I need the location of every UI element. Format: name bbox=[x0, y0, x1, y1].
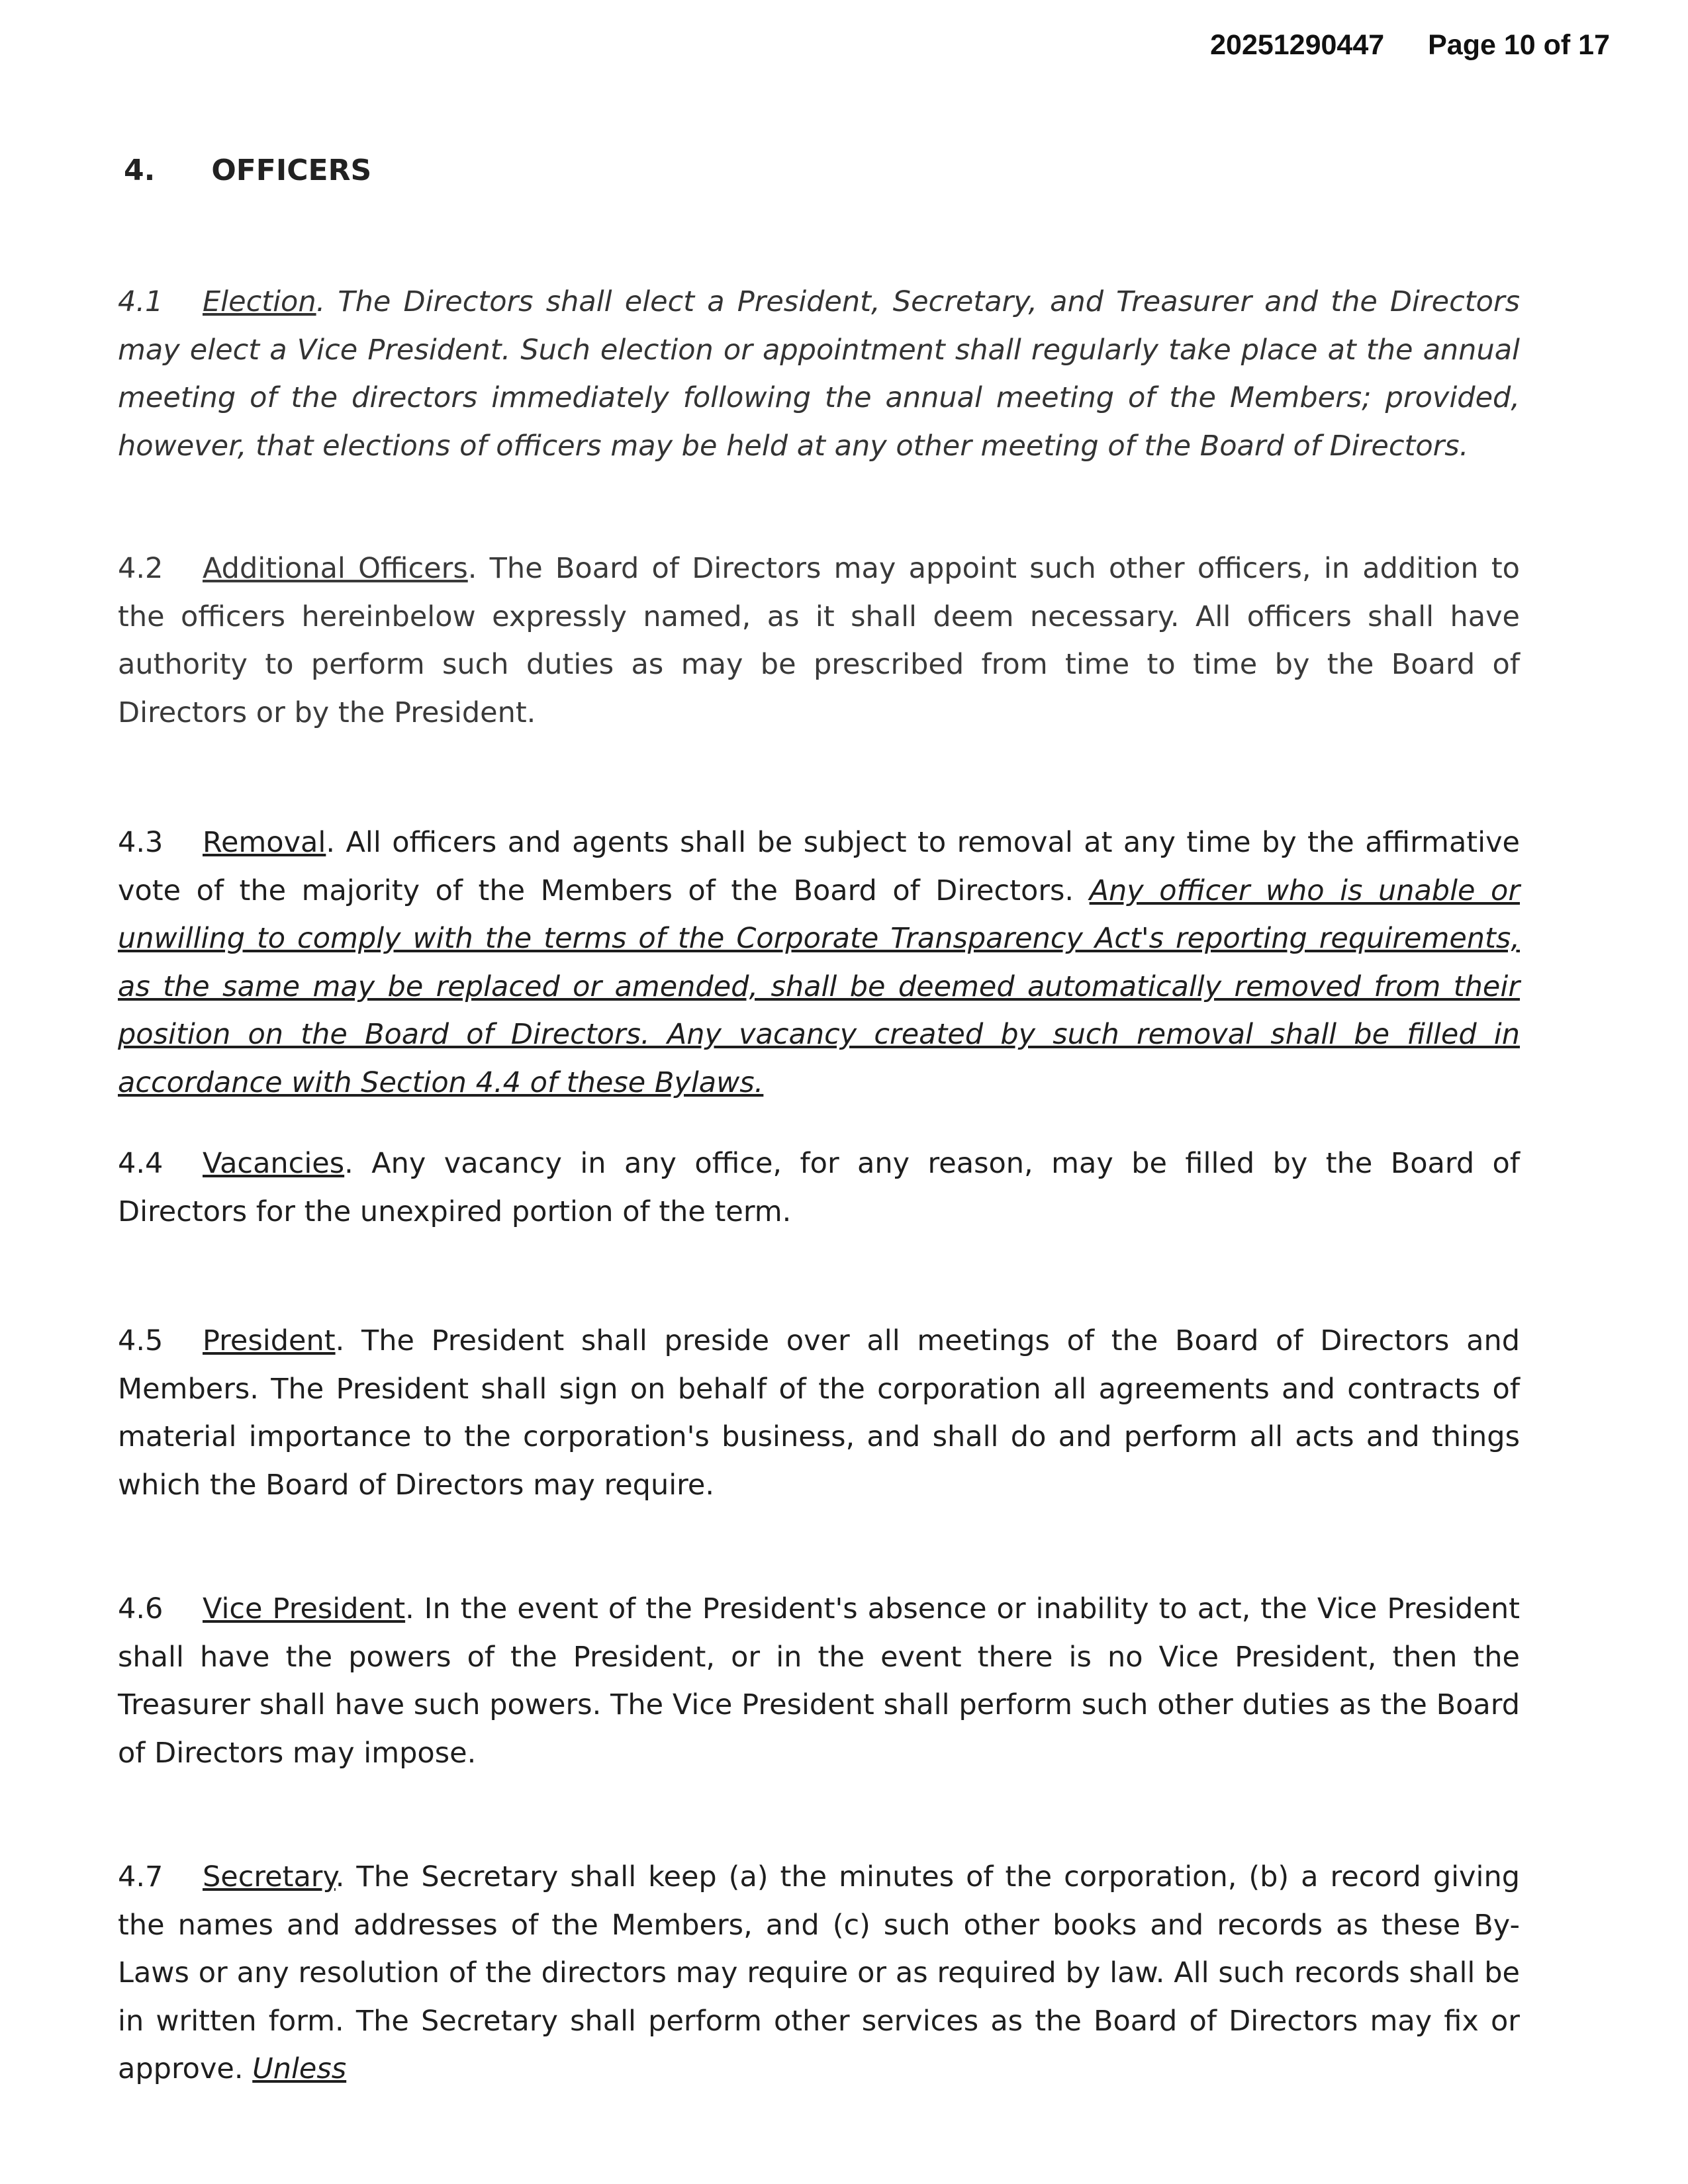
section-amendment: Any officer who is unable or unwilling to comply with the terms of the Corporate Transparency Act's reporting requirements, as the same may be replaced or amended, shall be deemed automatically removed from their position on the Board of Directors. Any vacancy created by such removal shall be filled in accordance with Section 4.4 of these Bylaws. bbox=[118, 874, 1520, 1099]
page-header bbox=[1210, 29, 1610, 62]
section-body: . In the event of the President's absence or inability to act, the Vice President shall have the powers of the President, or in the event there is no Vice President, then the Treasurer shall have such powers. The Vice President shall perform such other duties as the Board of Directors may impose. bbox=[118, 1592, 1520, 1770]
section-body: . All officers and agents shall be subject to removal at any time by the affirmative vote of the majority of the Members of the Board of Directors. bbox=[118, 826, 1520, 907]
section-vacancies bbox=[118, 1140, 1520, 1236]
section-additional-officers bbox=[118, 545, 1520, 737]
section-title: Additional Officers bbox=[203, 552, 468, 585]
section-amendment: Unless bbox=[252, 2052, 347, 2085]
section-title: Removal bbox=[203, 826, 326, 859]
section-number: 4.5 bbox=[118, 1324, 164, 1357]
section-number: 4.1 bbox=[118, 285, 164, 318]
article-title: OFFICERS bbox=[211, 154, 372, 187]
section-number: 4.3 bbox=[118, 826, 164, 859]
article-heading bbox=[124, 154, 371, 187]
section-body: . The Secretary shall keep (a) the minutes of the corporation, (b) a record giving the names and addresses of the Members, and (c) such other books and records as these By-Laws or any resolution of the directors may require or as required by law. All such records shall be in written form. The Secretary shall perform other services as the Board of Directors may fix or approve. bbox=[118, 1860, 1520, 2085]
section-title: Secretary bbox=[203, 1860, 336, 1893]
section-number: 4.2 bbox=[118, 552, 164, 585]
section-body: . The Directors shall elect a President, Secretary, and Treasurer and the Directors may elect a Vice President. Such election or appointment shall regularly take place at the annual meeting of the directors immediately following the annual meeting of the Members; provided, however, that elections of officers may be held at any other meeting of the Board of Directors. bbox=[118, 285, 1520, 463]
section-body: . Any vacancy in any office, for any reason, may be filled by the Board of Directors for the unexpired portion of the term. bbox=[118, 1147, 1520, 1228]
section-secretary bbox=[118, 1853, 1520, 2093]
article-number: 4. bbox=[124, 154, 156, 187]
page-number: Page 10 of 17 bbox=[1428, 29, 1610, 61]
section-body: . The President shall preside over all meetings of the Board of Directors and Members. The President shall sign on behalf of the corporation all agreements and contracts of material importance to the corporation's business, and shall do and perform all acts and things which the Board of Directors may require. bbox=[118, 1324, 1520, 1502]
section-title: President bbox=[203, 1324, 336, 1357]
section-body: . The Board of Directors may appoint such other officers, in addition to the officers hereinbelow expressly named, as it shall deem necessary. All officers shall have authority to perform such duties as may be prescribed from time to time by the Board of Directors or by the President. bbox=[118, 552, 1520, 729]
section-vice-president bbox=[118, 1585, 1520, 1777]
section-president bbox=[118, 1317, 1520, 1509]
section-election bbox=[118, 278, 1520, 470]
section-number: 4.7 bbox=[118, 1860, 164, 1893]
document-id: 20251290447 bbox=[1210, 29, 1385, 61]
section-title: Election bbox=[203, 285, 316, 318]
section-number: 4.4 bbox=[118, 1147, 164, 1180]
section-title: Vacancies bbox=[203, 1147, 345, 1180]
section-removal bbox=[118, 819, 1520, 1107]
section-number: 4.6 bbox=[118, 1592, 164, 1625]
section-title: Vice President bbox=[203, 1592, 406, 1625]
